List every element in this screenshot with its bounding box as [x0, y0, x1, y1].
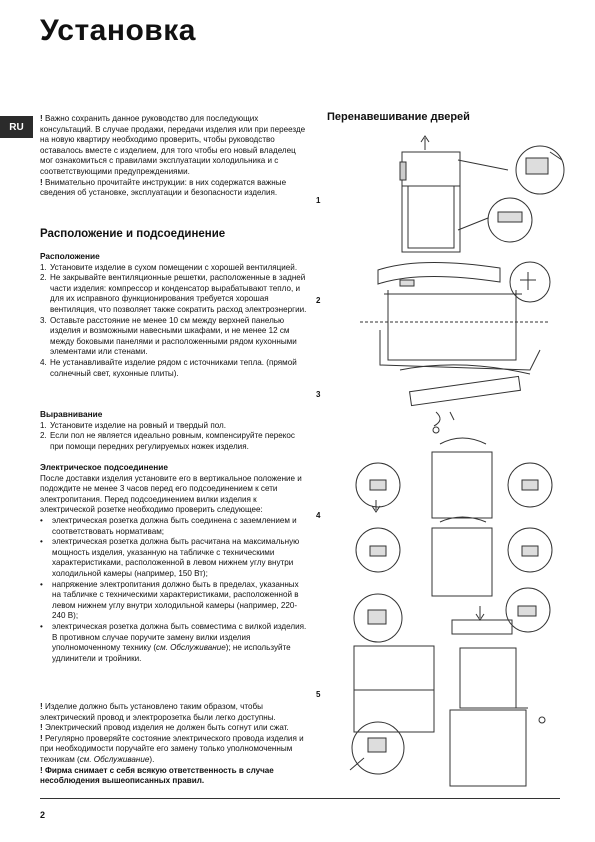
- placement-heading: Расположение: [40, 251, 100, 261]
- intro-text-2: Внимательно прочитайте инструкции: в них содержатся важные сведения об установке, эксплуатации и безопасности изделия.: [40, 177, 287, 198]
- placement-block: [40, 251, 308, 379]
- leveling-list: [40, 421, 308, 453]
- placement-list: [40, 263, 308, 380]
- exclamation-icon: !: [40, 733, 43, 743]
- door-reversal-illustrations: [340, 130, 570, 790]
- step-4-illustration: [356, 438, 552, 596]
- list-item-text: Если пол не является идеально ровным, компенсируйте перекос при помощи передних регулируемых ножек изделия.: [50, 431, 295, 451]
- list-item-text: [52, 622, 308, 664]
- electric-list: [40, 516, 308, 664]
- list-item-text: Оставьте расстояние не менее 10 см между верхней панелью изделия и возможными навесными шкафами, и не менее 12 см между боковыми панелями и расположенными рядом кухонными элементами или стенами.: [50, 315, 297, 357]
- intro-text-1: Важно сохранить данное руководство для последующих консультаций. В случае продажи, передачи изделия или при переезде на новую квартиру необходимо проверить, чтобы руководство оставалось вместе с изделием, для того чтобы его новый владелец мог ознакомиться с правилами эксплуатации холодильника и с соответствующими предупреждениями.: [40, 114, 306, 176]
- list-item-text: электрическая розетка должна быть расчитана на максимальную мощность изделия, указанную на табличке с техническими характеристиками, расположенной в левом нижнем углу внутри холодильной камеры (например, 150 Вт);: [52, 537, 300, 578]
- list-item: 4. Не устанавливайте изделие рядом с источниками тепла. (прямой солнечный свет, кухонные плиты).: [40, 358, 308, 379]
- step-number-3: 3: [316, 390, 321, 399]
- intro-block: [40, 114, 308, 199]
- note-1-text: Изделие должно быть установлено таким образом, чтобы электрический провод и электророзетка были легко доступны.: [40, 702, 276, 722]
- list-item: • электрическая розетка должна быть расчитана на максимальную мощность изделия, указанную на табличке с техническими характеристиками, расположенной в левом нижнем углу внутри холодильной камеры (например, 150 Вт);: [40, 537, 308, 579]
- list-item-text: Не устанавливайте изделие рядом с источниками тепла. (прямой солнечный свет, кухонные плиты).: [50, 357, 297, 378]
- note-1: [40, 702, 308, 723]
- list-item-text: Не закрывайте вентиляционные решетки, расположенные в задней части изделия: компрессор и конденсатор вырабатывают тепло, и для их исправного функционирования требуется хорошая вентиляция, что позволяет также сократить расход электроэнергии.: [50, 273, 307, 314]
- electric-block: [40, 462, 308, 664]
- bullet-tail-text: В противном случае поручите замену вилки изделия уполномоченному технику (: [52, 632, 251, 653]
- service-reference: см. Обслуживание: [79, 754, 150, 764]
- exclamation-icon: !: [40, 114, 43, 123]
- list-item: • электрическая розетка должна быть совместима с вилкой изделия. В противном случае поручите замену вилки изделия уполномоченному технику (см. Обслуживание); не используйте удлинители и тройники.: [40, 621, 307, 663]
- notes-block: [40, 702, 308, 787]
- intro-paragraph-1: [40, 114, 308, 178]
- note-4: [40, 766, 308, 787]
- note-3: [40, 734, 308, 766]
- exclamation-icon: !: [40, 765, 43, 775]
- intro-paragraph-2: [40, 178, 308, 199]
- door-reversal-title: Перенавешивание дверей: [327, 111, 470, 123]
- step-number-5: 5: [316, 690, 321, 699]
- note-3-text: Регулярно проверяйте состояние электрического провода изделия и при необходимости поручайте его замену только уполномоченным техникам (: [40, 733, 304, 764]
- step-1-illustration: [400, 136, 564, 252]
- list-item-text: электрическая розетка должна быть соединена с заземлением и соответствовать нормативам;: [52, 515, 297, 536]
- electric-intro: После доставки изделия установите его в вертикальное положение и подождите не менее 3 часов перед его подсоединением к сети электропитания. Перед подсоединением вилки изделия к электрической розетке необходимо проверить следующее:: [40, 473, 302, 515]
- list-item-text: напряжение электропитания должно быть в пределах, указанных на табличке с техническими характеристиками, расположенной в левом нижнем углу внутри холодильной камеры (например, 220-240 В);: [52, 579, 299, 621]
- step-number-4: 4: [316, 511, 321, 520]
- bullet-4-text: электрическая розетка должна быть совместима с вилкой изделия.: [52, 621, 307, 631]
- section-title: Расположение и подсоединение: [40, 228, 226, 240]
- note-4-text: Фирма снимает с себя всякую ответственность в случае несоблюдения вышеописанных правил.: [40, 765, 274, 786]
- step-number-2: 2: [316, 296, 321, 305]
- leveling-heading: Выравнивание: [40, 409, 103, 419]
- step-2-illustration: [360, 262, 550, 360]
- leveling-block: [40, 409, 308, 452]
- list-item-text: Установите изделие на ровный и твердый пол.: [50, 420, 226, 430]
- exclamation-icon: !: [40, 702, 43, 711]
- footer-rule: [40, 798, 560, 799]
- list-item: • напряжение электропитания должно быть в пределах, указанных на табличке с техническими характеристиками, расположенной в левом нижнем углу внутри холодильной камеры (например, 220-240 В);: [40, 580, 308, 622]
- service-reference: см. Обслуживание: [156, 643, 226, 653]
- language-badge: RU: [0, 116, 33, 138]
- page-title: Установка: [40, 14, 196, 47]
- list-item: 1. Установите изделие в сухом помещении с хорошей вентиляцией.: [40, 262, 298, 272]
- step-number-1: 1: [316, 196, 321, 205]
- page-number: 2: [40, 810, 46, 820]
- list-item: • электрическая розетка должна быть соединена с заземлением и соответствовать нормативам;: [40, 516, 308, 537]
- list-item: 1. Установите изделие на ровный и твердый пол.: [40, 420, 226, 430]
- list-item: 3. Оставьте расстояние не менее 10 см между верхней панелью изделия и возможными навесными шкафами, и не менее 12 см между боковыми панелями и расположенными рядом кухонными элементами или стенами.: [40, 316, 308, 358]
- list-item-text: Установите изделие в сухом помещении с хорошей вентиляцией.: [50, 262, 298, 272]
- exclamation-icon: !: [40, 177, 43, 187]
- note-3-end: ).: [149, 754, 155, 764]
- list-item: 2. Не закрывайте вентиляционные решетки, расположенные в задней части изделия: компрессор и конденсатор вырабатывают тепло, и для их исправного функционирования требуется хорошая вентиляция, что позволяет также сократить расход электроэнергии.: [40, 273, 307, 314]
- electric-heading: Электрическое подсоединение: [40, 462, 168, 472]
- exclamation-icon: !: [40, 723, 43, 733]
- note-2-text: Электрический провод изделия не должен быть согнут или сжат.: [44, 723, 289, 733]
- step-5-illustration: [350, 588, 550, 786]
- note-2: [40, 723, 308, 734]
- list-item: 2. Если пол не является идеально ровным, компенсируйте перекос при помощи передних регулируемых ножек изделия.: [40, 431, 308, 452]
- bullet-tail-end: ); не используйте удлинители и тройники.: [52, 643, 291, 663]
